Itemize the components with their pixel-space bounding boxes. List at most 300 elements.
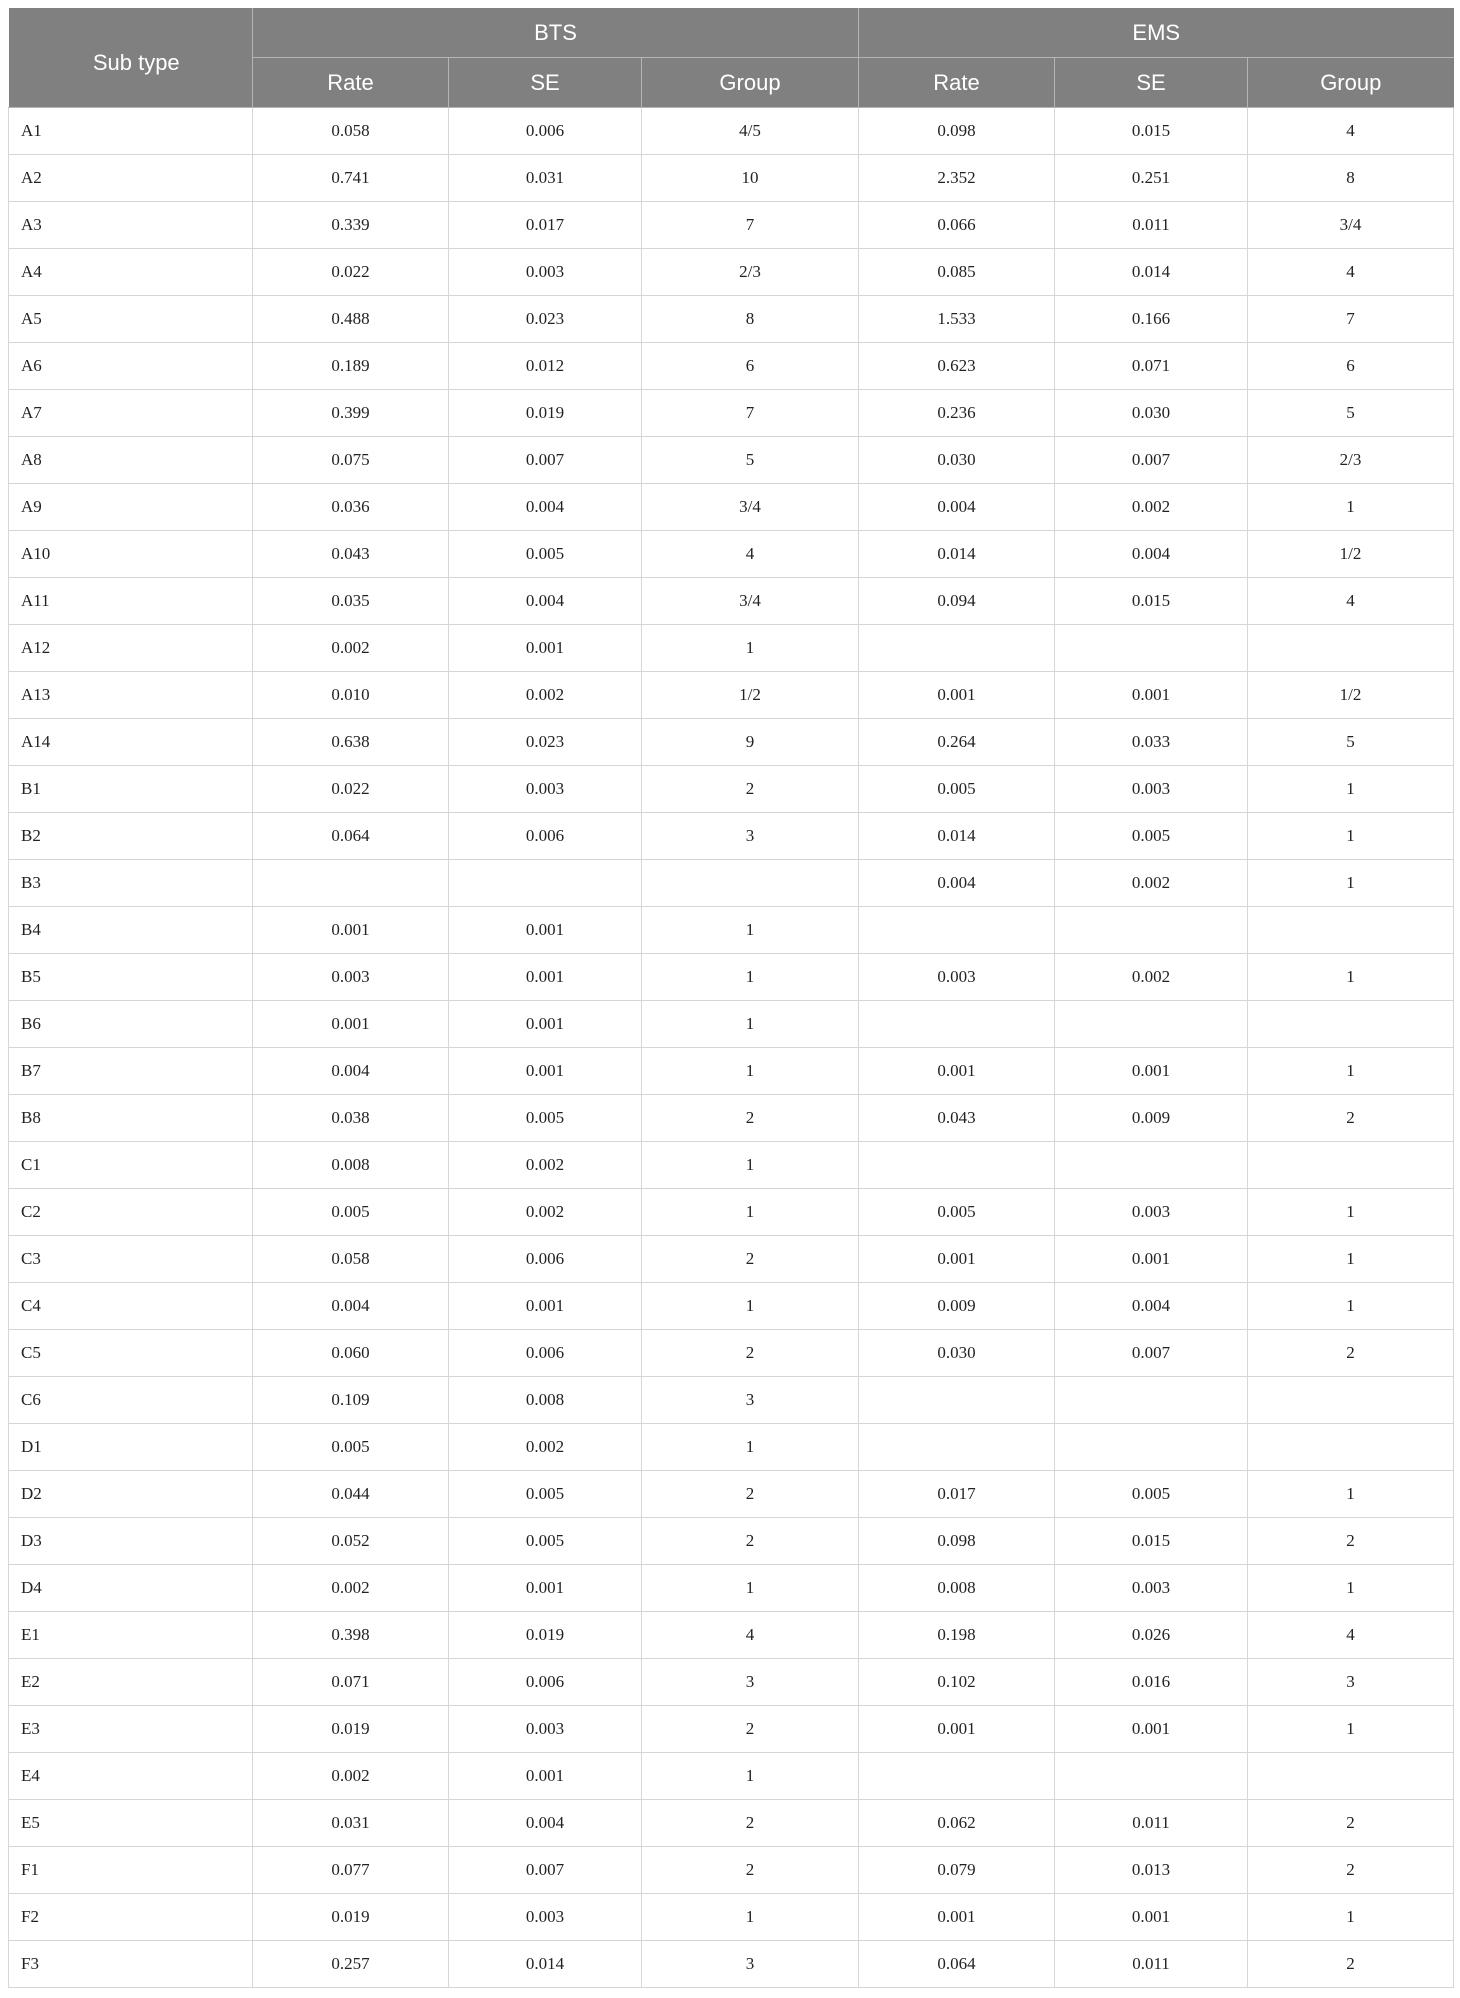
table-row	[9, 1095, 1454, 1142]
subtype-cell: A12	[9, 625, 253, 672]
bts-se-cell: 0.004	[449, 1800, 642, 1847]
subtype-cell: D3	[9, 1518, 253, 1565]
ems-group-header: EMS	[859, 8, 1454, 58]
table-row	[9, 1894, 1454, 1941]
table-row	[9, 1471, 1454, 1518]
bts-group-cell: 1	[642, 1048, 859, 1095]
bts-rate-cell: 0.638	[253, 719, 449, 766]
table-row	[9, 108, 1454, 155]
ems-se-cell: 0.015	[1055, 578, 1248, 625]
ems-rate-cell: 0.066	[859, 202, 1055, 249]
bts-se-cell: 0.004	[449, 484, 642, 531]
bts-group-cell: 1	[642, 954, 859, 1001]
bts-rate-cell: 0.044	[253, 1471, 449, 1518]
bts-group-cell: 3	[642, 1659, 859, 1706]
ems-rate-cell: 0.094	[859, 578, 1055, 625]
subtype-cell: A6	[9, 343, 253, 390]
subtype-cell: A13	[9, 672, 253, 719]
bts-rate-header: Rate	[253, 58, 449, 108]
table-row	[9, 296, 1454, 343]
bts-rate-cell: 0.004	[253, 1283, 449, 1330]
table-row	[9, 766, 1454, 813]
ems-rate-cell: 0.062	[859, 1800, 1055, 1847]
ems-se-cell: 0.071	[1055, 343, 1248, 390]
bts-se-cell: 0.023	[449, 719, 642, 766]
ems-se-cell: 0.007	[1055, 437, 1248, 484]
ems-group-cell: 1	[1248, 954, 1454, 1001]
table-row	[9, 1048, 1454, 1095]
subtype-cell: A10	[9, 531, 253, 578]
ems-group-cell: 1	[1248, 1565, 1454, 1612]
ems-rate-cell: 0.098	[859, 1518, 1055, 1565]
subtype-cell: A4	[9, 249, 253, 296]
ems-rate-cell: 0.014	[859, 813, 1055, 860]
ems-group-cell: 1	[1248, 1706, 1454, 1753]
ems-se-cell: 0.001	[1055, 1894, 1248, 1941]
bts-se-cell: 0.001	[449, 1283, 642, 1330]
bts-group-cell: 2/3	[642, 249, 859, 296]
ems-se-cell: 0.030	[1055, 390, 1248, 437]
bts-group-cell: 2	[642, 1706, 859, 1753]
bts-rate-cell: 0.060	[253, 1330, 449, 1377]
bts-se-cell: 0.001	[449, 1565, 642, 1612]
ems-group-cell: 1	[1248, 813, 1454, 860]
bts-se-cell: 0.002	[449, 1189, 642, 1236]
bts-se-cell: 0.006	[449, 108, 642, 155]
bts-se-cell: 0.005	[449, 1095, 642, 1142]
ems-group-cell	[1248, 907, 1454, 954]
table-header	[9, 8, 1454, 108]
subtype-cell: C4	[9, 1283, 253, 1330]
subtype-cell: B6	[9, 1001, 253, 1048]
table-row	[9, 155, 1454, 202]
subtype-cell: A7	[9, 390, 253, 437]
ems-rate-cell: 0.623	[859, 343, 1055, 390]
ems-se-cell	[1055, 1424, 1248, 1471]
ems-group-cell	[1248, 1377, 1454, 1424]
bts-group-cell: 4	[642, 531, 859, 578]
ems-rate-cell	[859, 1753, 1055, 1800]
ems-rate-cell: 0.236	[859, 390, 1055, 437]
subtype-cell: C1	[9, 1142, 253, 1189]
ems-group-cell: 2/3	[1248, 437, 1454, 484]
ems-se-cell: 0.001	[1055, 672, 1248, 719]
bts-rate-cell: 0.001	[253, 1001, 449, 1048]
subtype-cell: A5	[9, 296, 253, 343]
bts-rate-cell	[253, 860, 449, 907]
ems-rate-cell: 0.030	[859, 1330, 1055, 1377]
ems-rate-cell	[859, 1377, 1055, 1424]
ems-se-cell: 0.011	[1055, 1800, 1248, 1847]
bts-group-cell: 10	[642, 155, 859, 202]
ems-se-cell: 0.251	[1055, 155, 1248, 202]
bts-rate-cell: 0.002	[253, 625, 449, 672]
bts-group-header: BTS	[253, 8, 859, 58]
ems-se-cell: 0.015	[1055, 1518, 1248, 1565]
table-row	[9, 578, 1454, 625]
bts-group-cell: 1	[642, 1753, 859, 1800]
bts-se-cell: 0.003	[449, 766, 642, 813]
ems-group-cell	[1248, 1424, 1454, 1471]
ems-group-cell: 1/2	[1248, 672, 1454, 719]
bts-group-cell: 1	[642, 625, 859, 672]
bts-rate-cell: 0.019	[253, 1706, 449, 1753]
subtype-cell: B5	[9, 954, 253, 1001]
ems-group-cell: 1/2	[1248, 531, 1454, 578]
ems-rate-cell: 0.001	[859, 1894, 1055, 1941]
table-row	[9, 1142, 1454, 1189]
ems-rate-cell: 0.005	[859, 1189, 1055, 1236]
table-row	[9, 860, 1454, 907]
bts-rate-cell: 0.052	[253, 1518, 449, 1565]
bts-se-cell	[449, 860, 642, 907]
bts-rate-cell: 0.064	[253, 813, 449, 860]
bts-rate-cell: 0.071	[253, 1659, 449, 1706]
table-row	[9, 1518, 1454, 1565]
ems-group-col-header: Group	[1248, 58, 1454, 108]
ems-rate-cell	[859, 1001, 1055, 1048]
ems-rate-header: Rate	[859, 58, 1055, 108]
ems-se-cell: 0.007	[1055, 1330, 1248, 1377]
subtype-cell: E2	[9, 1659, 253, 1706]
table-row	[9, 1377, 1454, 1424]
ems-group-cell: 1	[1248, 1048, 1454, 1095]
bts-rate-cell: 0.022	[253, 766, 449, 813]
ems-rate-cell: 0.198	[859, 1612, 1055, 1659]
table-row	[9, 1424, 1454, 1471]
subtype-cell: C2	[9, 1189, 253, 1236]
bts-group-cell: 2	[642, 1330, 859, 1377]
table-row	[9, 907, 1454, 954]
ems-group-cell: 4	[1248, 108, 1454, 155]
bts-group-cell: 2	[642, 766, 859, 813]
ems-group-cell	[1248, 1753, 1454, 1800]
ems-group-cell: 1	[1248, 860, 1454, 907]
ems-rate-cell: 0.102	[859, 1659, 1055, 1706]
bts-group-cell: 2	[642, 1518, 859, 1565]
table-row	[9, 390, 1454, 437]
ems-rate-cell: 0.264	[859, 719, 1055, 766]
bts-group-cell: 6	[642, 343, 859, 390]
ems-rate-cell: 0.008	[859, 1565, 1055, 1612]
bts-se-cell: 0.012	[449, 343, 642, 390]
subtype-cell: E3	[9, 1706, 253, 1753]
bts-se-cell: 0.001	[449, 1753, 642, 1800]
bts-group-cell: 1	[642, 1894, 859, 1941]
ems-se-cell: 0.001	[1055, 1048, 1248, 1095]
subtype-cell: B8	[9, 1095, 253, 1142]
ems-se-cell: 0.013	[1055, 1847, 1248, 1894]
ems-group-cell: 2	[1248, 1518, 1454, 1565]
bts-group-cell	[642, 860, 859, 907]
ems-se-cell	[1055, 1753, 1248, 1800]
subtype-cell: D2	[9, 1471, 253, 1518]
bts-group-cell: 3	[642, 1377, 859, 1424]
bts-group-cell: 1/2	[642, 672, 859, 719]
ems-rate-cell: 1.533	[859, 296, 1055, 343]
table-row	[9, 437, 1454, 484]
ems-group-cell: 4	[1248, 249, 1454, 296]
subtype-cell: A1	[9, 108, 253, 155]
ems-se-cell: 0.033	[1055, 719, 1248, 766]
bts-group-cell: 1	[642, 1565, 859, 1612]
bts-group-col-header: Group	[642, 58, 859, 108]
bts-se-cell: 0.005	[449, 1471, 642, 1518]
ems-rate-cell: 0.079	[859, 1847, 1055, 1894]
table-row	[9, 625, 1454, 672]
bts-group-cell: 3	[642, 1941, 859, 1988]
table-container	[8, 8, 1453, 1988]
bts-group-cell: 2	[642, 1800, 859, 1847]
bts-se-cell: 0.003	[449, 1894, 642, 1941]
bts-se-cell: 0.002	[449, 1424, 642, 1471]
table-row	[9, 1001, 1454, 1048]
ems-se-cell: 0.166	[1055, 296, 1248, 343]
bts-se-cell: 0.007	[449, 437, 642, 484]
ems-se-cell	[1055, 1377, 1248, 1424]
ems-rate-cell: 0.004	[859, 484, 1055, 531]
bts-rate-cell: 0.058	[253, 1236, 449, 1283]
ems-group-cell: 1	[1248, 1236, 1454, 1283]
subtype-cell: C3	[9, 1236, 253, 1283]
bts-group-cell: 2	[642, 1847, 859, 1894]
subtype-cell: F2	[9, 1894, 253, 1941]
ems-rate-cell: 2.352	[859, 155, 1055, 202]
bts-rate-cell: 0.008	[253, 1142, 449, 1189]
table-row	[9, 672, 1454, 719]
bts-rate-cell: 0.043	[253, 531, 449, 578]
bts-rate-cell: 0.005	[253, 1424, 449, 1471]
ems-group-cell: 3/4	[1248, 202, 1454, 249]
bts-rate-cell: 0.005	[253, 1189, 449, 1236]
ems-rate-cell: 0.030	[859, 437, 1055, 484]
bts-se-cell: 0.017	[449, 202, 642, 249]
bts-group-cell: 3	[642, 813, 859, 860]
ems-rate-cell: 0.001	[859, 1048, 1055, 1095]
header-row-groups	[9, 8, 1454, 58]
bts-rate-cell: 0.002	[253, 1753, 449, 1800]
subtype-cell: B4	[9, 907, 253, 954]
bts-group-cell: 2	[642, 1236, 859, 1283]
table-row	[9, 1283, 1454, 1330]
bts-group-cell: 3/4	[642, 484, 859, 531]
table-row	[9, 1706, 1454, 1753]
bts-rate-cell: 0.022	[253, 249, 449, 296]
table-row	[9, 1189, 1454, 1236]
bts-group-cell: 1	[642, 1142, 859, 1189]
bts-se-cell: 0.007	[449, 1847, 642, 1894]
table-row	[9, 954, 1454, 1001]
ems-group-cell: 4	[1248, 578, 1454, 625]
bts-se-cell: 0.006	[449, 1659, 642, 1706]
ems-group-cell: 1	[1248, 1894, 1454, 1941]
bts-group-cell: 1	[642, 1424, 859, 1471]
table-row	[9, 249, 1454, 296]
ems-se-header: SE	[1055, 58, 1248, 108]
ems-group-cell: 1	[1248, 1471, 1454, 1518]
bts-group-cell: 1	[642, 1001, 859, 1048]
bts-rate-cell: 0.075	[253, 437, 449, 484]
ems-se-cell	[1055, 1001, 1248, 1048]
bts-group-cell: 1	[642, 1189, 859, 1236]
bts-rate-cell: 0.398	[253, 1612, 449, 1659]
bts-rate-cell: 0.189	[253, 343, 449, 390]
ems-se-cell: 0.002	[1055, 484, 1248, 531]
ems-se-cell: 0.011	[1055, 1941, 1248, 1988]
ems-group-cell: 2	[1248, 1330, 1454, 1377]
ems-group-cell: 6	[1248, 343, 1454, 390]
ems-group-cell: 2	[1248, 1800, 1454, 1847]
table-row	[9, 1800, 1454, 1847]
ems-group-cell: 3	[1248, 1659, 1454, 1706]
bts-rate-cell: 0.031	[253, 1800, 449, 1847]
bts-rate-cell: 0.058	[253, 108, 449, 155]
bts-rate-cell: 0.004	[253, 1048, 449, 1095]
table-row	[9, 531, 1454, 578]
ems-rate-cell	[859, 625, 1055, 672]
bts-rate-cell: 0.109	[253, 1377, 449, 1424]
bts-se-cell: 0.014	[449, 1941, 642, 1988]
bts-se-cell: 0.019	[449, 390, 642, 437]
bts-se-cell: 0.005	[449, 531, 642, 578]
ems-rate-cell: 0.014	[859, 531, 1055, 578]
bts-se-cell: 0.003	[449, 1706, 642, 1753]
ems-group-cell: 8	[1248, 155, 1454, 202]
subtype-cell: B2	[9, 813, 253, 860]
ems-se-cell	[1055, 625, 1248, 672]
bts-se-cell: 0.031	[449, 155, 642, 202]
ems-rate-cell: 0.098	[859, 108, 1055, 155]
table-row	[9, 1565, 1454, 1612]
bts-se-cell: 0.023	[449, 296, 642, 343]
ems-rate-cell	[859, 1424, 1055, 1471]
ems-group-cell: 1	[1248, 484, 1454, 531]
ems-se-cell: 0.009	[1055, 1095, 1248, 1142]
subtype-cell: A14	[9, 719, 253, 766]
subtype-cell: A3	[9, 202, 253, 249]
ems-rate-cell: 0.017	[859, 1471, 1055, 1518]
ems-group-cell: 1	[1248, 766, 1454, 813]
table-row	[9, 1659, 1454, 1706]
bts-se-header: SE	[449, 58, 642, 108]
ems-group-cell: 4	[1248, 1612, 1454, 1659]
ems-group-cell: 5	[1248, 719, 1454, 766]
subtype-cell: E4	[9, 1753, 253, 1800]
ems-se-cell: 0.005	[1055, 813, 1248, 860]
ems-se-cell: 0.005	[1055, 1471, 1248, 1518]
bts-se-cell: 0.002	[449, 1142, 642, 1189]
subtype-cell: B7	[9, 1048, 253, 1095]
bts-se-cell: 0.001	[449, 954, 642, 1001]
bts-se-cell: 0.019	[449, 1612, 642, 1659]
ems-se-cell: 0.014	[1055, 249, 1248, 296]
ems-se-cell: 0.003	[1055, 766, 1248, 813]
ems-rate-cell: 0.001	[859, 1236, 1055, 1283]
ems-group-cell: 5	[1248, 390, 1454, 437]
subtype-cell: A9	[9, 484, 253, 531]
ems-se-cell: 0.016	[1055, 1659, 1248, 1706]
bts-se-cell: 0.006	[449, 1330, 642, 1377]
bts-group-cell: 3/4	[642, 578, 859, 625]
table-row	[9, 1847, 1454, 1894]
bts-rate-cell: 0.003	[253, 954, 449, 1001]
bts-se-cell: 0.001	[449, 625, 642, 672]
subtype-cell: A2	[9, 155, 253, 202]
bts-se-cell: 0.005	[449, 1518, 642, 1565]
subtype-cell: E5	[9, 1800, 253, 1847]
ems-group-cell	[1248, 1001, 1454, 1048]
subtype-header: Sub type	[9, 8, 253, 108]
table-row	[9, 813, 1454, 860]
bts-group-cell: 4/5	[642, 108, 859, 155]
bts-group-cell: 4	[642, 1612, 859, 1659]
bts-rate-cell: 0.399	[253, 390, 449, 437]
subtype-cell: B1	[9, 766, 253, 813]
bts-rate-cell: 0.339	[253, 202, 449, 249]
bts-group-cell: 9	[642, 719, 859, 766]
subtype-cell: A11	[9, 578, 253, 625]
ems-se-cell: 0.001	[1055, 1706, 1248, 1753]
bts-rate-cell: 0.257	[253, 1941, 449, 1988]
table-row	[9, 1236, 1454, 1283]
ems-group-cell: 1	[1248, 1283, 1454, 1330]
bts-group-cell: 7	[642, 390, 859, 437]
ems-rate-cell	[859, 907, 1055, 954]
bts-se-cell: 0.001	[449, 1001, 642, 1048]
bts-group-cell: 1	[642, 1283, 859, 1330]
table-row	[9, 1330, 1454, 1377]
table-row	[9, 343, 1454, 390]
bts-group-cell: 1	[642, 907, 859, 954]
bts-se-cell: 0.002	[449, 672, 642, 719]
ems-se-cell: 0.026	[1055, 1612, 1248, 1659]
bts-group-cell: 5	[642, 437, 859, 484]
ems-se-cell: 0.001	[1055, 1236, 1248, 1283]
ems-se-cell: 0.004	[1055, 1283, 1248, 1330]
ems-rate-cell: 0.004	[859, 860, 1055, 907]
bts-rate-cell: 0.038	[253, 1095, 449, 1142]
ems-se-cell: 0.002	[1055, 860, 1248, 907]
ems-se-cell	[1055, 1142, 1248, 1189]
ems-rate-cell: 0.003	[859, 954, 1055, 1001]
bts-se-cell: 0.003	[449, 249, 642, 296]
subtype-cell: F3	[9, 1941, 253, 1988]
bts-rate-cell: 0.001	[253, 907, 449, 954]
table-row	[9, 1753, 1454, 1800]
bts-rate-cell: 0.010	[253, 672, 449, 719]
ems-rate-cell: 0.009	[859, 1283, 1055, 1330]
bts-rate-cell: 0.035	[253, 578, 449, 625]
ems-se-cell: 0.003	[1055, 1565, 1248, 1612]
bts-rate-cell: 0.741	[253, 155, 449, 202]
ems-group-cell: 1	[1248, 1189, 1454, 1236]
ems-rate-cell: 0.043	[859, 1095, 1055, 1142]
bts-group-cell: 7	[642, 202, 859, 249]
table-row	[9, 202, 1454, 249]
bts-rate-cell: 0.036	[253, 484, 449, 531]
subtype-cell: E1	[9, 1612, 253, 1659]
ems-group-cell: 2	[1248, 1941, 1454, 1988]
data-table	[8, 8, 1454, 1988]
ems-se-cell: 0.003	[1055, 1189, 1248, 1236]
bts-se-cell: 0.008	[449, 1377, 642, 1424]
ems-se-cell: 0.002	[1055, 954, 1248, 1001]
bts-group-cell: 8	[642, 296, 859, 343]
bts-rate-cell: 0.019	[253, 1894, 449, 1941]
bts-se-cell: 0.006	[449, 813, 642, 860]
ems-group-cell: 7	[1248, 296, 1454, 343]
subtype-cell: B3	[9, 860, 253, 907]
